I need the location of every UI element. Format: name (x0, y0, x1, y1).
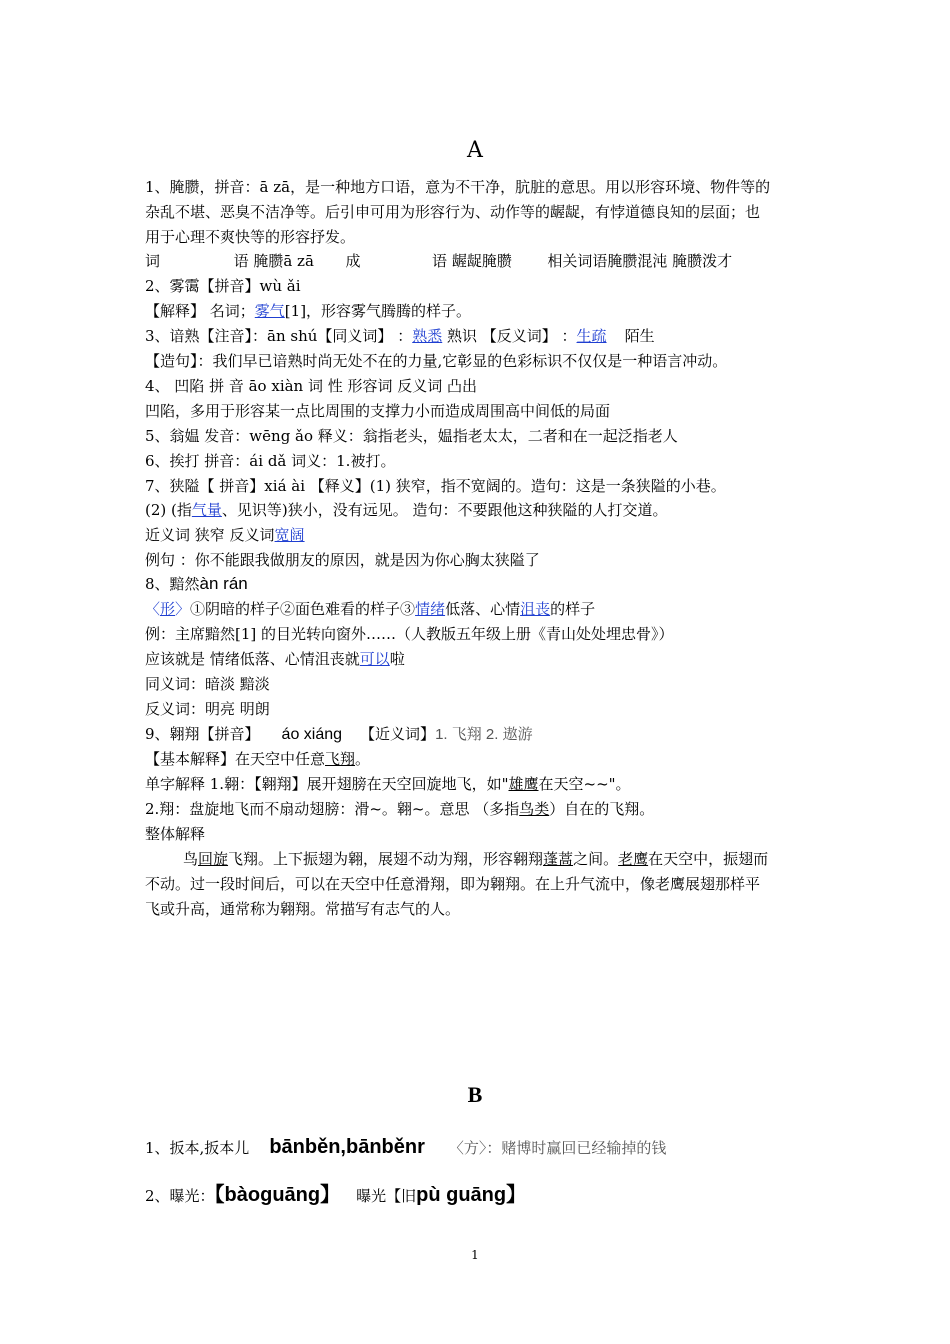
b-entry-1-pinyin: bānběn,bānběnr (269, 1136, 425, 1158)
entry-8-line-6: 反义词：明亮 明朗 (145, 700, 270, 718)
section-b-heading: B (467, 1082, 483, 1107)
pos-open: 〈 (145, 600, 161, 618)
entry-2-line-1: 2、雾霭【拼音】wù ǎi (145, 277, 301, 295)
link-jusang[interactable]: 沮丧 (520, 600, 551, 618)
entry-9-synonyms: 1. 飞翔 2. 遨游 (435, 726, 533, 743)
entry-9-synonym-label: 【近义词】 (360, 725, 436, 743)
entry-3-label: 3、谙熟【注音】：ān shú【同义词】 ： (145, 327, 413, 345)
entry-1-cheng: 成 (345, 252, 361, 270)
b-entry-1 (145, 1134, 666, 1161)
entry-8-pinyin: àn rán (199, 574, 248, 593)
entry-9-para-mid-1: 飞翔。上下振翅为翱，展翅不动为翔，形容翱翔 (228, 850, 544, 868)
entry-9-para-ul-1: 回旋 (198, 850, 229, 868)
b-entry-2-pinyin: 【bàoguāng】 (214, 1184, 341, 1206)
entry-8-def-2: 低落、心情 (445, 600, 521, 618)
link-wuqi[interactable]: 雾气 (254, 302, 285, 320)
entry-6: 6、挨打 拼音：ái dǎ 词义：1.被打。 (145, 452, 396, 470)
entry-8-word: 8、黯然 (145, 575, 200, 593)
entry-1-line-3: 用于心理不爽快等的形容抒发。 (145, 228, 356, 246)
entry-9-basic-end: 。 (355, 750, 371, 768)
b-entry-2-old-pinyin: pù guāng】 (416, 1184, 527, 1206)
entry-9-line-4 (145, 799, 654, 819)
entry-7-synonyms: 近义词 狭窄 反义词 (145, 526, 275, 544)
b-entry-2 (145, 1182, 526, 1209)
entry-8-def-3: 的样子 (550, 600, 596, 618)
link-qiliang[interactable]: 气量 (191, 501, 222, 519)
entry-9-char-2-ul: 鸟类 (519, 800, 550, 818)
entry-7-line-1: 7、狭隘【 拼音】xiá ài 【释义】(1) 狭窄，指不宽阔的。造句：这是一条狭隘的小巷。 (145, 477, 726, 495)
entry-1-ci: 词 (145, 252, 161, 270)
entry-1-line-4 (145, 251, 732, 271)
entry-7-line-2 (145, 500, 668, 520)
link-kuankuo[interactable]: 宽阔 (274, 526, 305, 544)
entry-3-post: 陌生 (624, 327, 655, 345)
entry-9-char-1-ul: 雄鹰 (508, 775, 539, 793)
entry-3-line-1 (145, 326, 655, 346)
entry-9-char-1-end: 在天空~~"。 (538, 775, 631, 793)
entry-9-para-start: 鸟 (183, 850, 199, 868)
entry-3-line-2: 【造句】：我们早已谙熟时尚无处不在的力量,它彰显的色彩标识不仅仅是一种语言冲动。 (145, 352, 728, 370)
entry-9-line-6 (183, 849, 768, 869)
b-entry-1-word: 1、扳本,扳本儿 (145, 1139, 250, 1157)
entry-9-para-ul-2: 蓬蒿 (543, 850, 574, 868)
b-entry-1-definition: 〈方〉：赌博时赢回已经输掉的钱 (448, 1139, 667, 1157)
link-shuxi[interactable]: 熟悉 (412, 327, 443, 345)
entry-7-post: 、见识等)狭小，没有远见。 造句：不要跟他这种狭隘的人打交道。 (221, 501, 668, 519)
entry-8-note: 应该就是 情绪低落、心情沮丧就 (145, 650, 360, 668)
entry-9-line-3 (145, 774, 631, 794)
entry-9-para-end: 在天空中，振翅而 (648, 850, 769, 868)
b-entry-2-word: 2、曝光： (145, 1187, 215, 1205)
link-xing[interactable]: 形 (160, 600, 176, 618)
entry-1-line-1: 1、腌臜，拼音：ā zā，是一种地方口语，意为不干净，肮脏的意思。用以形容环境、物件等的 (145, 178, 771, 196)
entry-9-para-mid-2: 之间。 (573, 850, 619, 868)
entry-2-text: [1]，形容雾气腾腾的样子。 (284, 302, 472, 320)
entry-8-line-1 (145, 574, 248, 594)
entry-9-line-1 (145, 724, 533, 745)
pos-close: 〉 (175, 600, 191, 618)
entry-9-basic-ul: 飞翔 (325, 750, 356, 768)
entry-4-line-2: 凹陷，多用于形容某一点比周围的支撑力小而造成周围高中间低的局面 (145, 402, 611, 420)
page-number: 1 (471, 1248, 479, 1262)
entry-1-yu-pinyin: 语 腌臜ā zā (233, 252, 314, 270)
entry-7-line-3 (145, 525, 305, 545)
entry-8-note-end: 啦 (389, 650, 405, 668)
entry-7-pre: (2) (指 (145, 501, 192, 519)
entry-8-line-4 (145, 649, 405, 669)
entry-9-char-2-end: ）自在的飞翔。 (549, 800, 655, 818)
entry-8-line-2 (145, 599, 595, 619)
entry-2-label: 【解释】 名词； (145, 302, 255, 320)
entry-9-char-1: 单字解释 1.翱：【翱翔】展开翅膀在天空回旋地飞，如" (145, 775, 509, 793)
entry-9-basic: 【基本解释】在天空中任意 (145, 750, 326, 768)
entry-8-def: ①阴暗的样子②面色难看的样子③ (190, 600, 416, 618)
entry-2-line-2 (145, 301, 471, 321)
entry-9-line-2 (145, 749, 370, 769)
section-a-heading: A (467, 138, 483, 163)
entry-1-related: 相关词语腌臜混沌 腌臜泼才 (547, 252, 733, 270)
b-entry-2-old: 曝光【旧 (356, 1187, 417, 1205)
entry-9-line-7: 不动。过一段时间后，可以在天空中任意滑翔，即为翱翔。在上升气流中，像老鹰展翅那样平 (145, 875, 761, 893)
entry-9-char-2: 2.翔：盘旋地飞而不扇动翅膀：滑~。翱~。意思 （多指 (145, 800, 520, 818)
link-keyi[interactable]: 可以 (359, 650, 390, 668)
entry-9-para-ul-3: 老鹰 (618, 850, 649, 868)
entry-4-line-1: 4、 凹陷 拼 音 āo xiàn 词 性 形容词 反义词 凸出 (145, 377, 478, 395)
entry-5: 5、翁媪 发音：wēng ǎo 释义：翁指老头，媪指老太太，二者和在一起泛指老人 (145, 427, 678, 445)
entry-9-line-5: 整体解释 (145, 825, 206, 843)
entry-9-word: 9、翱翔【拼音】 (145, 725, 260, 743)
entry-9-line-8: 飞或升高，通常称为翱翔。常描写有志气的人。 (145, 900, 461, 918)
entry-1-yu-words: 语 龌龊腌臜 (432, 252, 512, 270)
entry-7-line-4: 例句 ：你不能跟我做朋友的原因，就是因为你心胸太狭隘了 (145, 551, 540, 569)
entry-3-mid: 熟识 【反义词】 ： (442, 327, 577, 345)
entry-1-line-2: 杂乱不堪、恶臭不洁净等。后引申可用为形容行为、动作等的龌龊，有悖道德良知的层面；也 (145, 203, 761, 221)
entry-9-pinyin: áo xiáng (281, 726, 343, 743)
link-shengshu[interactable]: 生疏 (576, 327, 607, 345)
entry-8-line-5: 同义词：暗淡 黯淡 (145, 675, 270, 693)
link-qingxu[interactable]: 情绪 (415, 600, 446, 618)
entry-8-line-3: 例：主席黯然[1] 的目光转向窗外……（人教版五年级上册《青山处处埋忠骨》） (145, 625, 674, 643)
